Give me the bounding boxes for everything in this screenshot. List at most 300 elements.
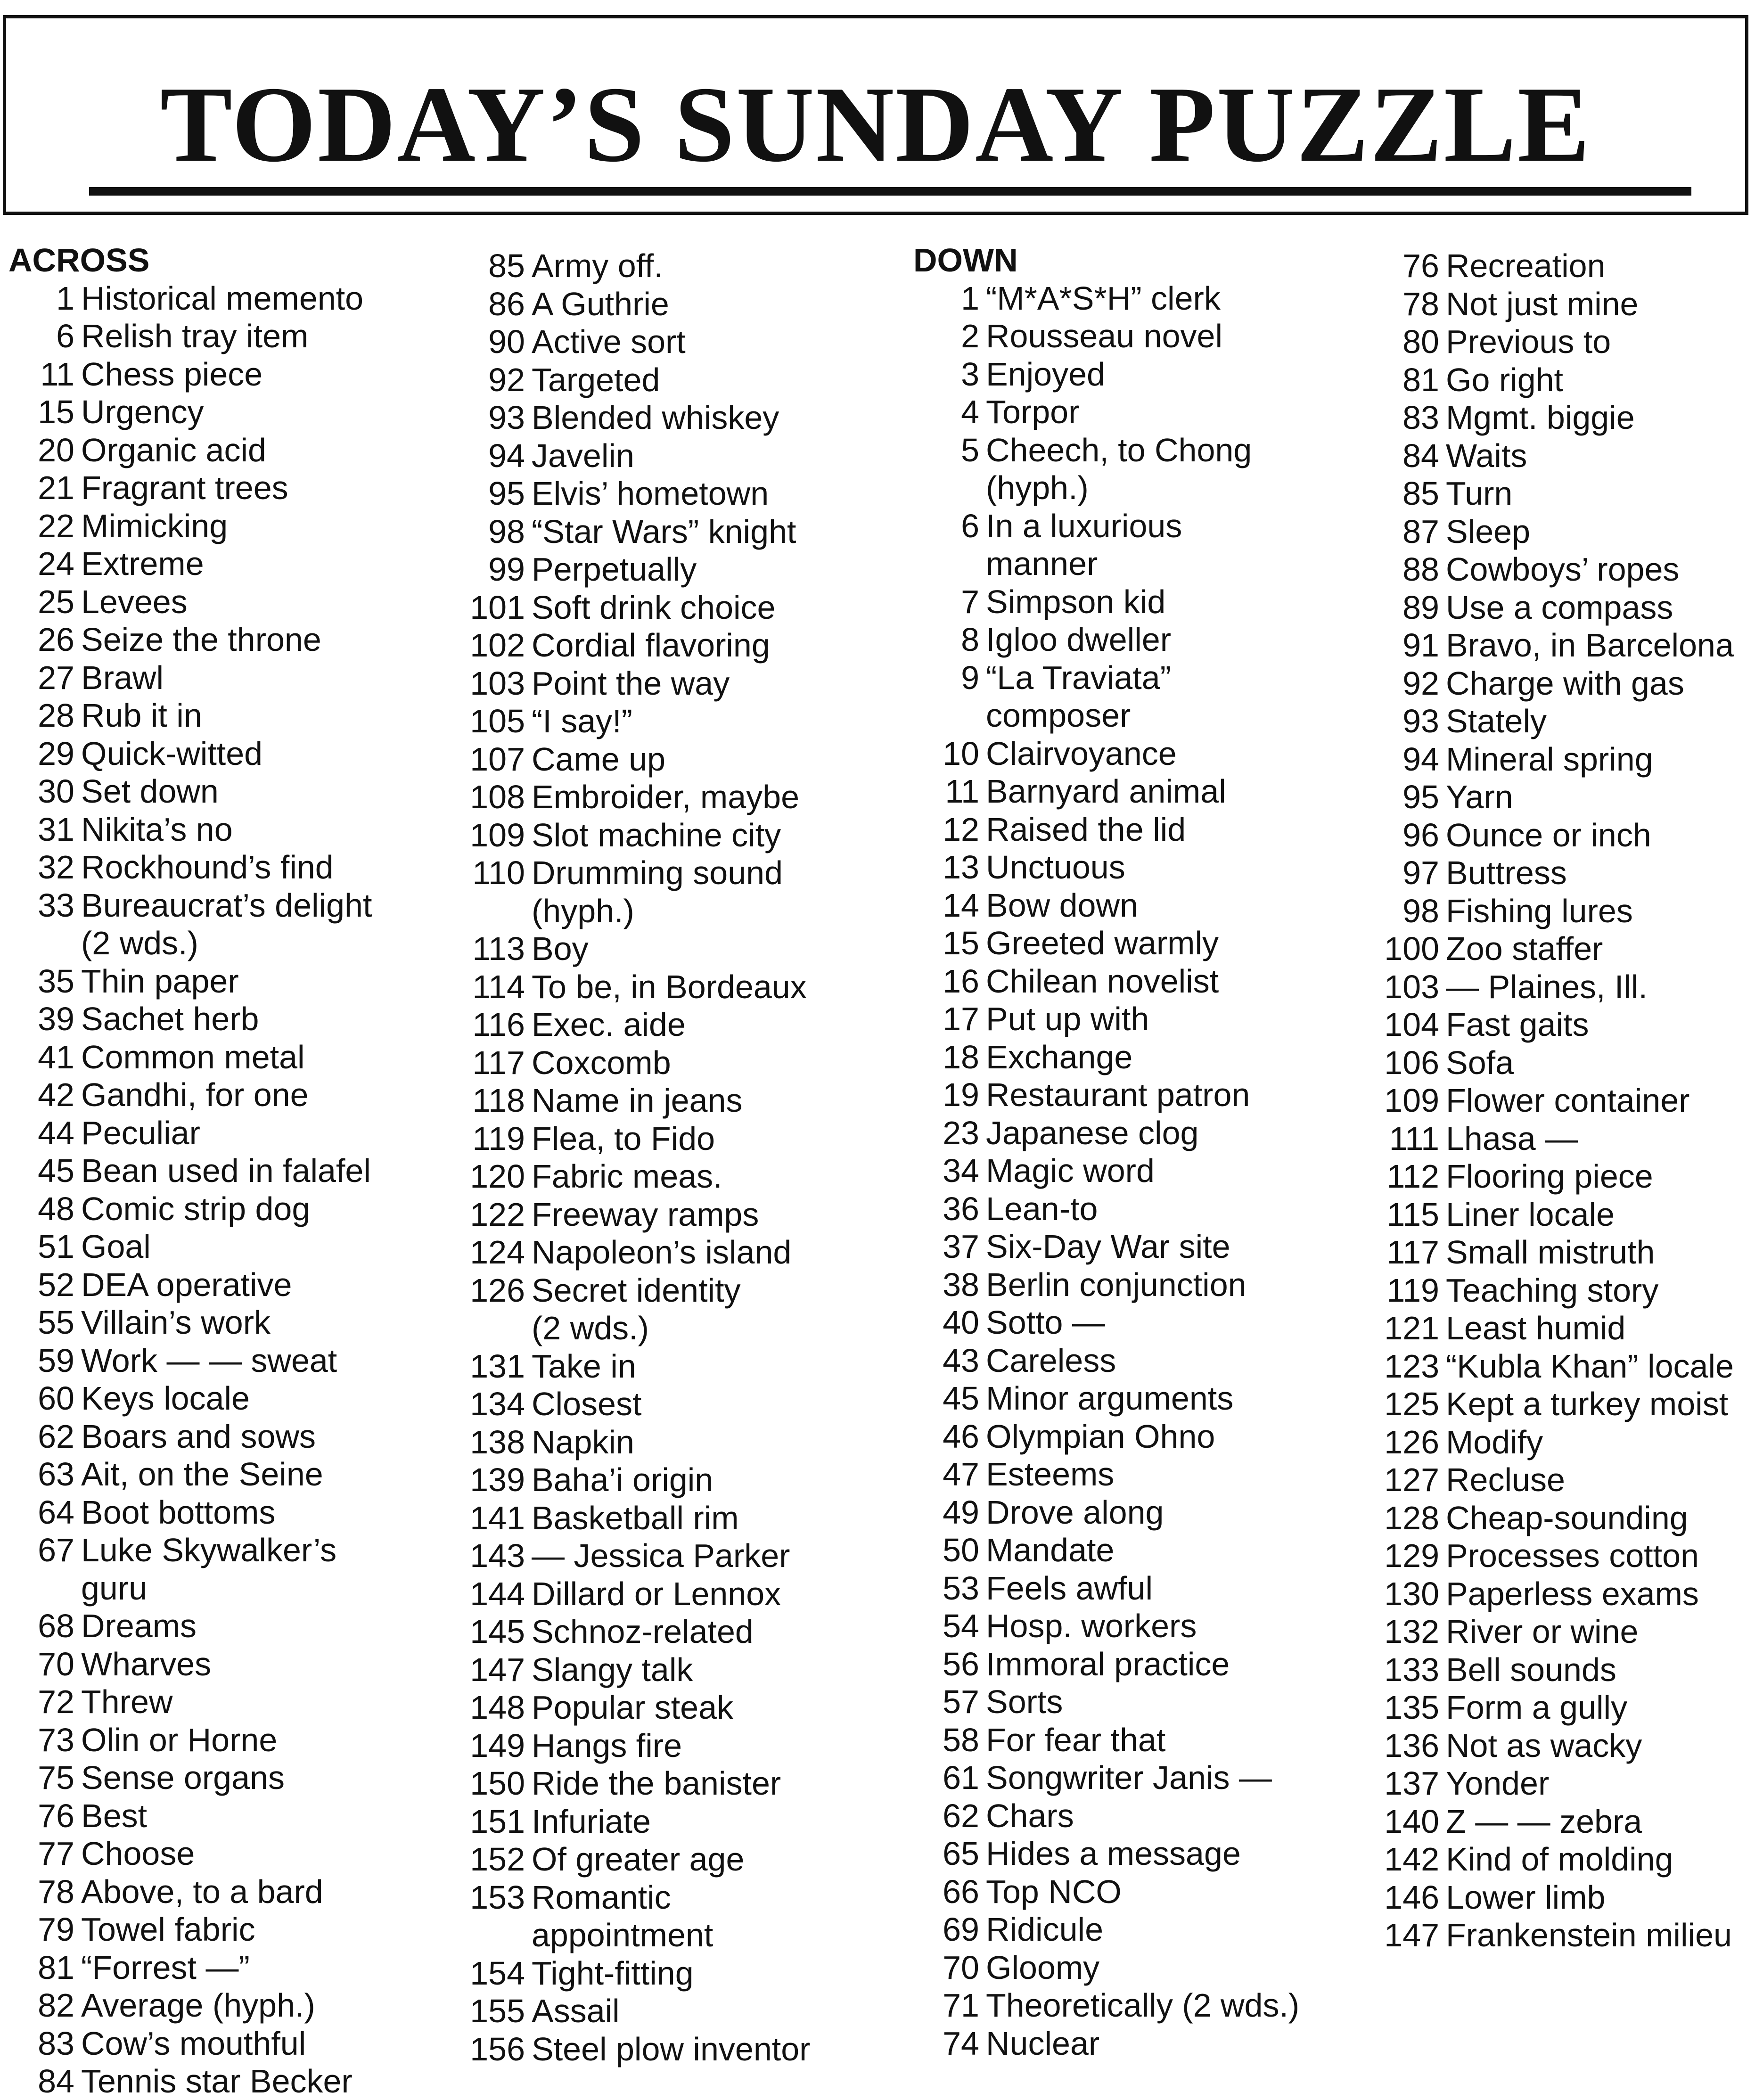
clue-text: Elvis’ hometown: [532, 475, 769, 512]
clue-number: 144: [470, 1575, 525, 1612]
clue-text: (2 wds.): [81, 925, 198, 961]
clue-text: Bravo, in Barcelona: [1446, 627, 1734, 664]
clue-number: 103: [1384, 968, 1439, 1005]
clue-number: 44: [38, 1114, 74, 1151]
clue-number: 86: [488, 285, 525, 322]
clue-text: Flea, to Fido: [532, 1120, 715, 1157]
clue-number: 28: [38, 697, 74, 734]
clue-number: 22: [38, 507, 74, 544]
clue-text: Schnoz-related: [532, 1613, 754, 1650]
clue-number: 125: [1384, 1386, 1439, 1423]
clue-text: Paperless exams: [1446, 1575, 1699, 1612]
clue-text: Comic strip dog: [81, 1190, 311, 1227]
clue-number: 101: [470, 589, 525, 626]
clue-text: Go right: [1446, 361, 1563, 398]
clue-number: 11: [945, 773, 979, 810]
clue-text: Barnyard animal: [986, 773, 1226, 810]
clue-number: 127: [1384, 1461, 1439, 1499]
clue-number: 10: [943, 735, 979, 772]
clue-number: 120: [470, 1158, 525, 1195]
clue-number: 78: [38, 1873, 74, 1910]
clue-number: 16: [943, 962, 979, 1000]
clue-number: 78: [1402, 285, 1439, 322]
clue-number: 52: [38, 1266, 74, 1303]
clue-text: Army off.: [532, 247, 663, 285]
clue-number: 117: [472, 1044, 525, 1081]
clue-number: 96: [1402, 816, 1439, 853]
clue-number: 121: [1384, 1310, 1439, 1347]
clue-text: Olin or Horne: [81, 1721, 278, 1758]
clue-text: Kept a turkey moist: [1446, 1386, 1729, 1423]
clue-text: Olympian Ohno: [986, 1418, 1215, 1455]
clue-number: 39: [38, 1001, 74, 1037]
clue-number: 126: [1384, 1423, 1439, 1460]
clue-text: Infuriate: [532, 1803, 651, 1840]
clue-number: 123: [1384, 1347, 1439, 1385]
clue-text: Use a compass: [1446, 589, 1673, 626]
clue-number: 37: [943, 1228, 979, 1265]
clue-number: 72: [38, 1683, 74, 1720]
clue-number: 70: [38, 1645, 74, 1682]
clue-text: Put up with: [986, 1001, 1149, 1037]
clue-text: “Forrest —”: [81, 1949, 250, 1986]
clue-number: 129: [1384, 1537, 1439, 1575]
clue-number: 15: [943, 925, 979, 961]
clue-text: Organic acid: [81, 431, 266, 468]
clue-text: Igloo dweller: [986, 621, 1171, 658]
clue-number: 82: [38, 1987, 74, 2024]
clue-text: Urgency: [81, 394, 204, 430]
clue-text: Bureaucrat’s delight: [81, 886, 372, 924]
clue-text: Boy: [532, 930, 589, 968]
clue-text: Magic word: [986, 1152, 1155, 1189]
clue-text: Clairvoyance: [986, 735, 1177, 772]
clue-number: 61: [943, 1759, 979, 1796]
clue-number: 85: [1402, 475, 1439, 512]
clue-text: Simpson kid: [986, 583, 1166, 620]
clue-number: 40: [943, 1304, 979, 1341]
clue-text: manner: [986, 545, 1098, 582]
clue-text: “I say!”: [532, 703, 632, 740]
clue-text: Recreation: [1446, 247, 1606, 285]
clue-number: 140: [1384, 1803, 1439, 1840]
clue-number: 57: [943, 1683, 979, 1720]
clue-number: 97: [1402, 854, 1439, 892]
clue-number: 45: [943, 1380, 979, 1417]
clue-text: River or wine: [1446, 1613, 1639, 1650]
clue-number: 152: [470, 1841, 525, 1878]
clue-number: 148: [470, 1689, 525, 1726]
clue-number: 49: [943, 1493, 979, 1531]
clue-number: 151: [470, 1803, 525, 1840]
clue-number: 134: [470, 1386, 525, 1423]
clue-text: Feels awful: [986, 1569, 1153, 1607]
clue-number: 119: [1386, 1271, 1439, 1309]
clue-number: 18: [943, 1038, 979, 1075]
clue-text: Tennis star Becker: [81, 2063, 353, 2100]
clue-text: Dillard or Lennox: [532, 1575, 781, 1612]
clue-number: 119: [472, 1120, 525, 1157]
clue-number: 43: [943, 1342, 979, 1379]
clue-text: Rub it in: [81, 697, 202, 734]
clue-text: Fragrant trees: [81, 469, 288, 506]
clue-number: 124: [470, 1234, 525, 1271]
clue-text: Romantic: [532, 1879, 671, 1916]
clue-number: 1: [961, 279, 979, 317]
clue-text: Above, to a bard: [81, 1873, 323, 1910]
clue-number: 81: [1402, 361, 1439, 398]
clue-text: guru: [81, 1569, 148, 1607]
clue-number: 76: [1402, 247, 1439, 285]
clue-text: To be, in Bordeaux: [532, 968, 807, 1005]
clue-number: 141: [470, 1499, 525, 1536]
clue-number: 102: [470, 627, 525, 664]
clue-text: “Star Wars” knight: [532, 513, 796, 550]
clue-text: Boot bottoms: [81, 1493, 276, 1531]
clue-text: Gloomy: [986, 1949, 1100, 1986]
clue-number: 95: [1402, 779, 1439, 816]
clue-number: 104: [1384, 1006, 1439, 1043]
clue-text: Buttress: [1446, 854, 1567, 892]
clue-text: Small mistruth: [1446, 1234, 1655, 1271]
clue-number: 83: [1402, 399, 1439, 436]
clue-number: 88: [1402, 551, 1439, 588]
clue-number: 118: [472, 1082, 525, 1119]
clue-number: 74: [943, 2025, 979, 2062]
clue-number: 107: [470, 740, 525, 778]
clue-text: Gandhi, for one: [81, 1076, 309, 1113]
clue-number: 11: [40, 355, 74, 393]
clue-number: 12: [943, 811, 979, 848]
clue-number: 6: [56, 318, 74, 354]
clue-number: 91: [1402, 627, 1439, 664]
clue-number: 103: [470, 664, 525, 702]
clue-text: Boars and sows: [81, 1418, 316, 1455]
clue-number: 109: [470, 816, 525, 853]
clue-text: Liner locale: [1446, 1196, 1615, 1233]
clue-text: Yarn: [1446, 779, 1513, 816]
clue-number: 146: [1384, 1879, 1439, 1916]
clue-text: Rockhound’s find: [81, 849, 334, 886]
clue-number: 34: [943, 1152, 979, 1189]
clue-text: Peculiar: [81, 1114, 200, 1151]
clue-text: Bean used in falafel: [81, 1152, 371, 1189]
clue-number: 100: [1384, 930, 1439, 968]
clue-text: Set down: [81, 773, 219, 810]
clue-number: 73: [38, 1721, 74, 1758]
clue-text: Songwriter Janis —: [986, 1759, 1272, 1796]
clue-number: 9: [961, 659, 979, 696]
clue-text: Japanese clog: [986, 1114, 1199, 1151]
clue-text: Thin paper: [81, 962, 239, 1000]
clue-text: Lhasa —: [1446, 1120, 1578, 1157]
clue-text: DEA operative: [81, 1266, 292, 1303]
clue-text: Relish tray item: [81, 318, 309, 354]
clue-text: Lean-to: [986, 1190, 1098, 1227]
clue-number: 98: [488, 513, 525, 550]
clue-number: 147: [470, 1651, 525, 1688]
clue-text: Charge with gas: [1446, 664, 1684, 702]
clue-text: Steel plow inventor: [532, 2030, 811, 2067]
clue-text: Immoral practice: [986, 1645, 1230, 1682]
clue-number: 122: [470, 1196, 525, 1233]
clue-number: 156: [470, 2030, 525, 2067]
clue-number: 50: [943, 1532, 979, 1568]
clue-text: For fear that: [986, 1721, 1166, 1758]
clue-number: 99: [488, 551, 525, 588]
clue-number: 95: [488, 475, 525, 512]
clue-text: Hosp. workers: [986, 1608, 1197, 1644]
clue-text: Sense organs: [81, 1759, 285, 1796]
clue-text: Minor arguments: [986, 1380, 1234, 1417]
clue-text: Fishing lures: [1446, 892, 1633, 929]
clue-text: Of greater age: [532, 1841, 745, 1878]
clue-number: 25: [38, 583, 74, 620]
clue-number: 23: [943, 1114, 979, 1151]
clue-text: Recluse: [1446, 1461, 1565, 1499]
clue-text: “La Traviata”: [986, 659, 1171, 696]
clue-text: Exec. aide: [532, 1006, 686, 1043]
clue-text: Bell sounds: [1446, 1651, 1616, 1688]
clue-text: Theoretically (2 wds.): [986, 1987, 1300, 2024]
clue-number: 1: [56, 279, 74, 317]
clue-number: 133: [1384, 1651, 1439, 1688]
clue-number: 149: [470, 1727, 525, 1764]
clue-number: 77: [38, 1835, 74, 1872]
clue-text: Brawl: [81, 659, 164, 696]
clue-number: 21: [38, 469, 74, 506]
clue-number: 36: [943, 1190, 979, 1227]
clue-text: Zoo staffer: [1446, 930, 1603, 968]
clue-number: 2: [961, 318, 979, 354]
clue-number: 66: [943, 1873, 979, 1910]
clue-number: 136: [1384, 1727, 1439, 1764]
clue-text: (hyph.): [986, 469, 1089, 506]
clue-number: 93: [1402, 703, 1439, 740]
clue-text: Quick-witted: [81, 735, 263, 772]
clue-number: 76: [38, 1797, 74, 1834]
clue-number: 70: [943, 1949, 979, 1986]
clue-number: 38: [943, 1266, 979, 1303]
clue-text: Towel fabric: [81, 1911, 255, 1948]
clue-number: 94: [1402, 740, 1439, 778]
clue-text: Best: [81, 1797, 148, 1834]
clue-text: Ride the banister: [532, 1765, 781, 1802]
clue-text: Lower limb: [1446, 1879, 1606, 1916]
clue-text: Perpetually: [532, 551, 697, 588]
clue-text: Freeway ramps: [532, 1196, 759, 1233]
clue-text: Six-Day War site: [986, 1228, 1230, 1265]
clue-number: 45: [38, 1152, 74, 1189]
clue-number: 27: [38, 659, 74, 696]
clue-number: 64: [38, 1493, 74, 1531]
clue-text: Kind of molding: [1446, 1841, 1673, 1878]
clue-number: 29: [38, 735, 74, 772]
clue-text: “M*A*S*H” clerk: [986, 279, 1221, 317]
clue-number: 13: [943, 849, 979, 886]
clue-text: appointment: [532, 1917, 713, 1954]
clue-number: 131: [470, 1347, 525, 1385]
clue-text: Goal: [81, 1228, 151, 1265]
clue-number: 93: [488, 399, 525, 436]
clue-text: Villain’s work: [81, 1304, 271, 1341]
clue-number: 143: [470, 1537, 525, 1575]
clue-number: 4: [961, 394, 979, 430]
clue-number: 15: [38, 394, 74, 430]
clue-number: 46: [943, 1418, 979, 1455]
clue-number: 26: [38, 621, 74, 658]
clue-number: 112: [1386, 1158, 1439, 1195]
clue-number: 105: [470, 703, 525, 740]
clue-text: Bow down: [986, 886, 1138, 924]
clue-number: 69: [943, 1911, 979, 1948]
clue-number: 94: [488, 437, 525, 474]
clue-text: Historical memento: [81, 279, 364, 317]
clue-text: Mandate: [986, 1532, 1115, 1568]
clue-number: 75: [38, 1759, 74, 1796]
clue-text: (hyph.): [532, 892, 634, 929]
clue-number: 87: [1402, 513, 1439, 550]
clue-text: composer: [986, 697, 1131, 734]
clue-text: Not just mine: [1446, 285, 1639, 322]
clue-text: Esteems: [986, 1456, 1115, 1493]
clue-text: Sachet herb: [81, 1001, 259, 1037]
clue-text: Came up: [532, 740, 666, 778]
clue-text: Coxcomb: [532, 1044, 671, 1081]
clue-number: 150: [470, 1765, 525, 1802]
clue-text: — Plaines, Ill.: [1446, 968, 1648, 1005]
clue-text: Nuclear: [986, 2025, 1100, 2062]
clue-text: A Guthrie: [532, 285, 669, 322]
clue-number: 53: [943, 1569, 979, 1607]
clue-text: Secret identity: [532, 1271, 741, 1309]
page-title: TODAY’S SUNDAY PUZZLE: [160, 64, 1591, 184]
clue-number: 111: [1389, 1120, 1439, 1157]
clue-text: Cheech, to Chong: [986, 431, 1252, 468]
clue-number: 7: [961, 583, 979, 620]
clue-text: Hangs fire: [532, 1727, 682, 1764]
clue-number: 58: [943, 1721, 979, 1758]
clue-number: 65: [943, 1835, 979, 1872]
clue-text: Teaching story: [1446, 1271, 1659, 1309]
clue-number: 117: [1386, 1234, 1439, 1271]
clue-number: 68: [38, 1608, 74, 1644]
clue-text: Cheap-sounding: [1446, 1499, 1688, 1536]
clue-text: Previous to: [1446, 323, 1611, 361]
clue-text: Keys locale: [81, 1380, 250, 1417]
clue-number: 80: [1402, 323, 1439, 361]
clue-number: 84: [1402, 437, 1439, 474]
clue-number: 90: [488, 323, 525, 361]
clue-number: 137: [1384, 1765, 1439, 1802]
clue-text: Processes cotton: [1446, 1537, 1699, 1575]
clue-number: 84: [38, 2063, 74, 2100]
clue-text: Waits: [1446, 437, 1527, 474]
clue-text: Least humid: [1446, 1310, 1626, 1347]
clue-number: 116: [472, 1006, 525, 1043]
clue-text: Restaurant patron: [986, 1076, 1250, 1113]
clue-text: Flower container: [1446, 1082, 1690, 1119]
clue-number: 92: [488, 361, 525, 398]
clue-text: Torpor: [986, 394, 1080, 430]
clue-number: 109: [1384, 1082, 1439, 1119]
clue-number: 55: [38, 1304, 74, 1341]
clue-number: 106: [1384, 1044, 1439, 1081]
clue-text: Drove along: [986, 1493, 1164, 1531]
clue-number: 113: [472, 930, 525, 968]
clue-text: Soft drink choice: [532, 589, 776, 626]
clue-text: Cow’s mouthful: [81, 2025, 306, 2062]
clue-number: 14: [943, 886, 979, 924]
clue-text: Careless: [986, 1342, 1116, 1379]
clue-text: Ait, on the Seine: [81, 1456, 323, 1493]
clue-text: Dreams: [81, 1608, 197, 1644]
clue-number: 132: [1384, 1613, 1439, 1650]
clue-text: Seize the throne: [81, 621, 321, 658]
clue-number: 138: [470, 1423, 525, 1460]
clue-number: 130: [1384, 1575, 1439, 1612]
clue-text: Chilean novelist: [986, 962, 1219, 1000]
clue-text: Slangy talk: [532, 1651, 693, 1688]
clue-text: Stately: [1446, 703, 1547, 740]
clue-text: Enjoyed: [986, 355, 1105, 393]
clue-text: Popular steak: [532, 1689, 734, 1726]
clue-text: Point the way: [532, 664, 730, 702]
across-heading: ACROSS: [8, 242, 150, 279]
clue-number: 147: [1384, 1917, 1439, 1954]
clue-number: 81: [38, 1949, 74, 1986]
clue-text: Raised the lid: [986, 811, 1186, 848]
clue-text: Luke Skywalker’s: [81, 1532, 337, 1568]
clue-text: Napoleon’s island: [532, 1234, 792, 1271]
clue-number: 20: [38, 431, 74, 468]
clue-text: Z — — zebra: [1446, 1803, 1642, 1840]
clue-number: 67: [38, 1532, 74, 1568]
clue-number: 56: [943, 1645, 979, 1682]
clue-number: 8: [961, 621, 979, 658]
clue-number: 5: [961, 431, 979, 468]
clue-text: Embroider, maybe: [532, 779, 800, 816]
clue-text: Threw: [81, 1683, 173, 1720]
clue-number: 92: [1402, 664, 1439, 702]
clue-text: Average (hyph.): [81, 1987, 315, 2024]
clue-number: 126: [470, 1271, 525, 1309]
clue-text: Extreme: [81, 545, 204, 582]
clue-number: 19: [943, 1076, 979, 1113]
clue-number: 59: [38, 1342, 74, 1379]
clue-number: 54: [943, 1608, 979, 1644]
clue-text: Hides a message: [986, 1835, 1241, 1872]
clue-number: 85: [488, 247, 525, 285]
clue-text: Mgmt. biggie: [1446, 399, 1635, 436]
clue-number: 48: [38, 1190, 74, 1227]
clue-text: Basketball rim: [532, 1499, 739, 1536]
clue-text: In a luxurious: [986, 507, 1182, 544]
clue-text: Name in jeans: [532, 1082, 743, 1119]
clue-number: 3: [961, 355, 979, 393]
clue-text: Chess piece: [81, 355, 263, 393]
clue-text: Top NCO: [986, 1873, 1122, 1910]
clue-number: 30: [38, 773, 74, 810]
clue-number: 35: [38, 962, 74, 1000]
clue-text: — Jessica Parker: [532, 1537, 790, 1575]
clue-text: Flooring piece: [1446, 1158, 1653, 1195]
clue-number: 17: [943, 1001, 979, 1037]
clue-number: 24: [38, 545, 74, 582]
clue-text: Fast gaits: [1446, 1006, 1589, 1043]
clue-text: Form a gully: [1446, 1689, 1628, 1726]
clue-text: Mimicking: [81, 507, 228, 544]
